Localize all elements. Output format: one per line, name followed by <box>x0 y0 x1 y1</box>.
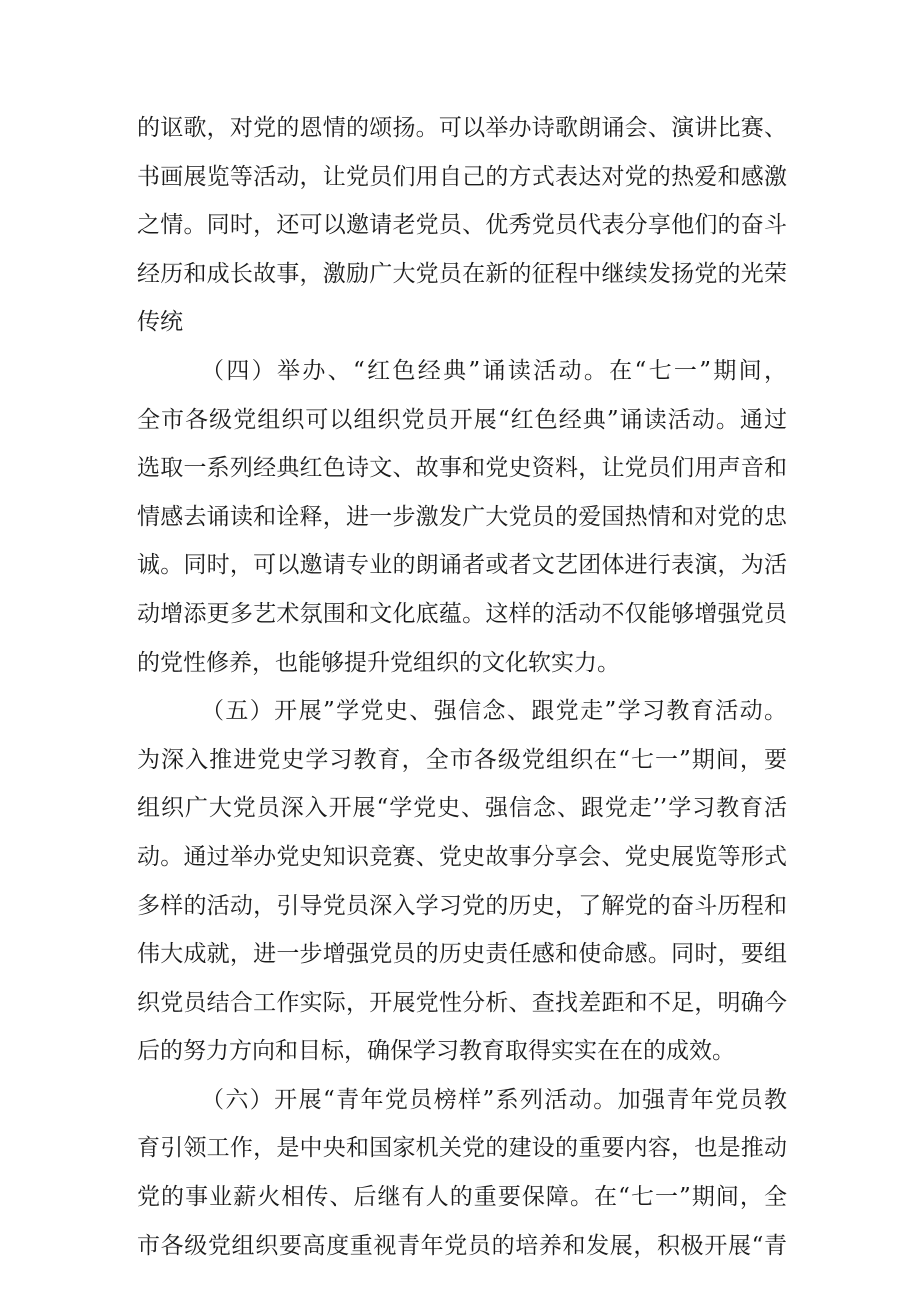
text-line: 多样的活动，引导党员深入学习党的历史，了解党的奋斗历程和 <box>137 892 787 919</box>
text-line: 传统 <box>137 309 183 336</box>
text-line: 动。通过举办党史知识竞赛、党史故事分享会、党史展览等形式 <box>137 843 787 870</box>
text-line: 诚。同时，可以邀请专业的朗诵者或者文艺团体进行表演，为活 <box>137 552 787 579</box>
text-line: 之情。同时，还可以邀请老党员、优秀党员代表分享他们的奋斗 <box>137 212 787 239</box>
text-line: 育引领工作，是中央和国家机关党的建设的重要内容，也是推动 <box>137 1135 787 1162</box>
text-line: 书画展览等活动，让党员们用自己的方式表达对党的热爱和感激 <box>137 163 787 190</box>
text-line: 经历和成长故事，激励广大党员在新的征程中继续发扬党的光荣 <box>137 260 787 287</box>
text-line: 为深入推进党史学习教育，全市各级党组织在“七一”期间，要 <box>137 746 787 773</box>
text-line: 织党员结合工作实际，开展党性分析、查找差距和不足，明确今 <box>137 989 787 1016</box>
section-heading-6: （六）开展“青年党员榜样”系列活动。加强青年党员教 <box>201 1086 787 1113</box>
text-line: 动增添更多艺术氛围和文化底蕴。这样的活动不仅能够增强党员 <box>137 600 787 627</box>
document-body <box>137 104 787 1270</box>
text-line: 后的努力方向和目标，确保学习教育取得实实在在的成效。 <box>137 1038 735 1065</box>
text-line: 的党性修养，也能够提升党组织的文化软实力。 <box>137 649 620 676</box>
text-line: 全市各级党组织可以组织党员开展“红色经典”诵读活动。通过 <box>137 406 787 433</box>
section-heading-5: （五）开展”学党史、强信念、跟党走”学习教育活动。 <box>201 698 787 725</box>
text-line: 情感去诵读和诠释，进一步激发广大党员的爱国热情和对党的忠 <box>137 503 787 530</box>
section-heading-4: （四）举办、“红色经典”诵读活动。在“七一”期间， <box>201 357 787 384</box>
text-line: 的讴歌，对党的恩情的颂扬。可以举办诗歌朗诵会、演讲比赛、 <box>137 115 787 141</box>
text-line: 市各级党组织要高度重视青年党员的培养和发展，积极开展“青 <box>137 1232 787 1259</box>
text-line: 党的事业薪火相传、后继有人的重要保障。在“七一”期间，全 <box>137 1184 787 1211</box>
text-line: 选取一系列经典红色诗文、故事和党史资料，让党员们用声音和 <box>137 455 787 482</box>
text-line: 组织广大党员深入开展“学党史、强信念、跟党走’’学习教育活 <box>137 795 787 822</box>
text-line: 伟大成就，进一步增强党员的历史责任感和使命感。同时，要组 <box>137 941 787 968</box>
